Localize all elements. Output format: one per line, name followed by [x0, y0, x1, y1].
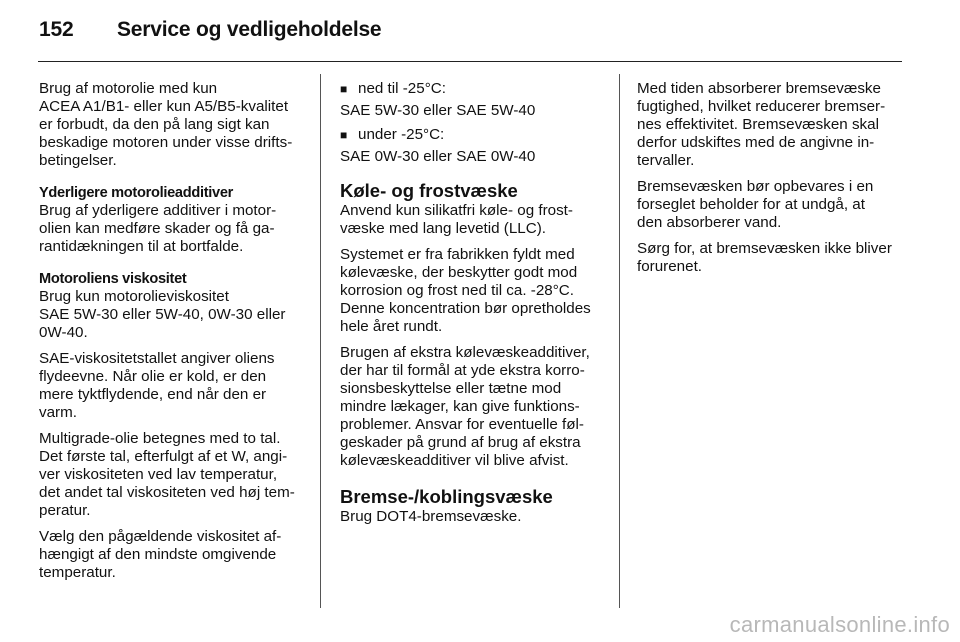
- bullet-value: SAE 0W-30 eller SAE 0W-40: [340, 148, 536, 165]
- column-1: [39, 80, 305, 590]
- coolant-paragraph-1: [340, 202, 606, 238]
- viscosity-text: [39, 288, 305, 342]
- text-line: forseglet beholder for at undgå, at: [637, 196, 865, 213]
- text-line: derfor udskiftes med de angivne in-: [637, 134, 875, 151]
- text-line: mindre lækager, kan give funktions-: [340, 398, 580, 415]
- additives-text: [39, 202, 305, 256]
- text-line: flydeevne. Når olie er kold, er den: [39, 368, 267, 385]
- coolant-paragraph-2: [340, 246, 606, 336]
- text-line: Brug af motorolie med kun: [39, 80, 218, 97]
- text-line: Systemet er fra fabrikken fyldt med: [340, 246, 575, 263]
- text-line: der har til formål at yde ekstra korro-: [340, 362, 585, 379]
- text-line: SAE 5W-30 eller 5W-40, 0W-30 eller: [39, 306, 286, 323]
- text-line: fugtighed, hvilket reducerer bremser-: [637, 98, 886, 115]
- text-line: betingelser.: [39, 152, 117, 169]
- text-line: Brugen af ekstra kølevæskeadditiver,: [340, 344, 590, 361]
- text-line: Denne koncentration bør opretholdes: [340, 300, 591, 317]
- text-line: tervaller.: [637, 152, 695, 169]
- text-line: Med tiden absorberer bremsevæske: [637, 80, 881, 97]
- bullet-square-icon: ■: [340, 128, 348, 142]
- bullet-item: [340, 126, 606, 166]
- brake-paragraph-1: Brug DOT4-bremsevæske.: [340, 508, 522, 525]
- bullet-label: ned til -25°C:: [358, 80, 446, 97]
- page-title: Service og vedligeholdelse: [117, 18, 382, 41]
- bullet-item: [340, 80, 606, 120]
- brake-paragraph-3: [637, 178, 905, 232]
- sae-paragraph: [39, 350, 305, 422]
- text-line: olien kan medføre skader og få ga-: [39, 220, 275, 237]
- additives-heading: Yderligere motorolieadditiver: [39, 185, 234, 201]
- text-line: forurenet.: [637, 258, 703, 275]
- text-line: varm.: [39, 404, 77, 421]
- coolant-paragraph-3: [340, 344, 606, 470]
- page-number: 152: [39, 18, 74, 41]
- text-line: hængigt af den mindste omgivende: [39, 546, 277, 563]
- text-line: Multigrade-olie betegnes med to tal.: [39, 430, 281, 447]
- page-header: [39, 18, 381, 42]
- choose-paragraph: [39, 528, 305, 582]
- bullet-value: SAE 5W-30 eller SAE 5W-40: [340, 102, 536, 119]
- brake-heading: Bremse-/koblingsvæske: [340, 486, 553, 507]
- intro-paragraph: [39, 80, 305, 170]
- text-line: mere tyktflydende, end når den er: [39, 386, 267, 403]
- column-2: [340, 80, 606, 534]
- text-line: korrosion og frost ned til ca. -28°C.: [340, 282, 574, 299]
- text-line: Det første tal, efterfulgt af et W, angi-: [39, 448, 288, 465]
- text-line: beskadige motoren under visse drifts-: [39, 134, 293, 151]
- brake-paragraph-2: [637, 80, 905, 170]
- text-line: Vælg den pågældende viskositet af-: [39, 528, 282, 545]
- brake-paragraph-4: [637, 240, 905, 276]
- header-rule: [38, 61, 902, 62]
- bullet-square-icon: ■: [340, 82, 348, 96]
- text-line: det andet tal viskositeten ved høj tem-: [39, 484, 295, 501]
- watermark: carmanualsonline.info: [729, 612, 950, 637]
- text-line: nes effektivitet. Bremsevæsken skal: [637, 116, 879, 133]
- text-line: peratur.: [39, 502, 91, 519]
- text-line: temperatur.: [39, 564, 116, 581]
- additives-section: [39, 184, 305, 256]
- text-line: er forbudt, da den på lang sigt kan: [39, 116, 270, 133]
- text-line: hele året rundt.: [340, 318, 443, 335]
- text-line: den absorberer vand.: [637, 214, 782, 231]
- text-line: Brug kun motorolieviskositet: [39, 288, 229, 305]
- column-3: [637, 80, 905, 284]
- text-line: Bremsevæsken bør opbevares i en: [637, 178, 874, 195]
- column-divider-1: [320, 74, 321, 608]
- text-line: geskader på grund af brug af ekstra: [340, 434, 581, 451]
- text-line: Brug af yderligere additiver i motor-: [39, 202, 277, 219]
- text-line: væske med lang levetid (LLC).: [340, 220, 546, 237]
- bullet-label: under -25°C:: [358, 126, 445, 143]
- coolant-heading: Køle- og frostvæske: [340, 180, 518, 201]
- text-line: problemer. Ansvar for eventuelle føl-: [340, 416, 584, 433]
- text-line: kølevæskeadditiver vil blive afvist.: [340, 452, 569, 469]
- text-line: Sørg for, at bremsevæsken ikke bliver: [637, 240, 892, 257]
- text-line: kølevæske, der beskytter godt mod: [340, 264, 578, 281]
- text-line: Anvend kun silikatfri køle- og frost-: [340, 202, 573, 219]
- viscosity-heading: Motoroliens viskositet: [39, 271, 187, 287]
- text-line: sionsbeskyttelse eller tætne mod: [340, 380, 562, 397]
- column-divider-2: [619, 74, 620, 608]
- multigrade-paragraph: [39, 430, 305, 520]
- text-line: ver viskositeten ved lav temperatur,: [39, 466, 278, 483]
- text-line: SAE-viskositetstallet angiver oliens: [39, 350, 275, 367]
- text-line: ACEA A1/B1- eller kun A5/B5-kvalitet: [39, 98, 289, 115]
- text-line: 0W-40.: [39, 324, 88, 341]
- viscosity-section: [39, 270, 305, 342]
- text-line: rantidækningen til at bortfalde.: [39, 238, 244, 255]
